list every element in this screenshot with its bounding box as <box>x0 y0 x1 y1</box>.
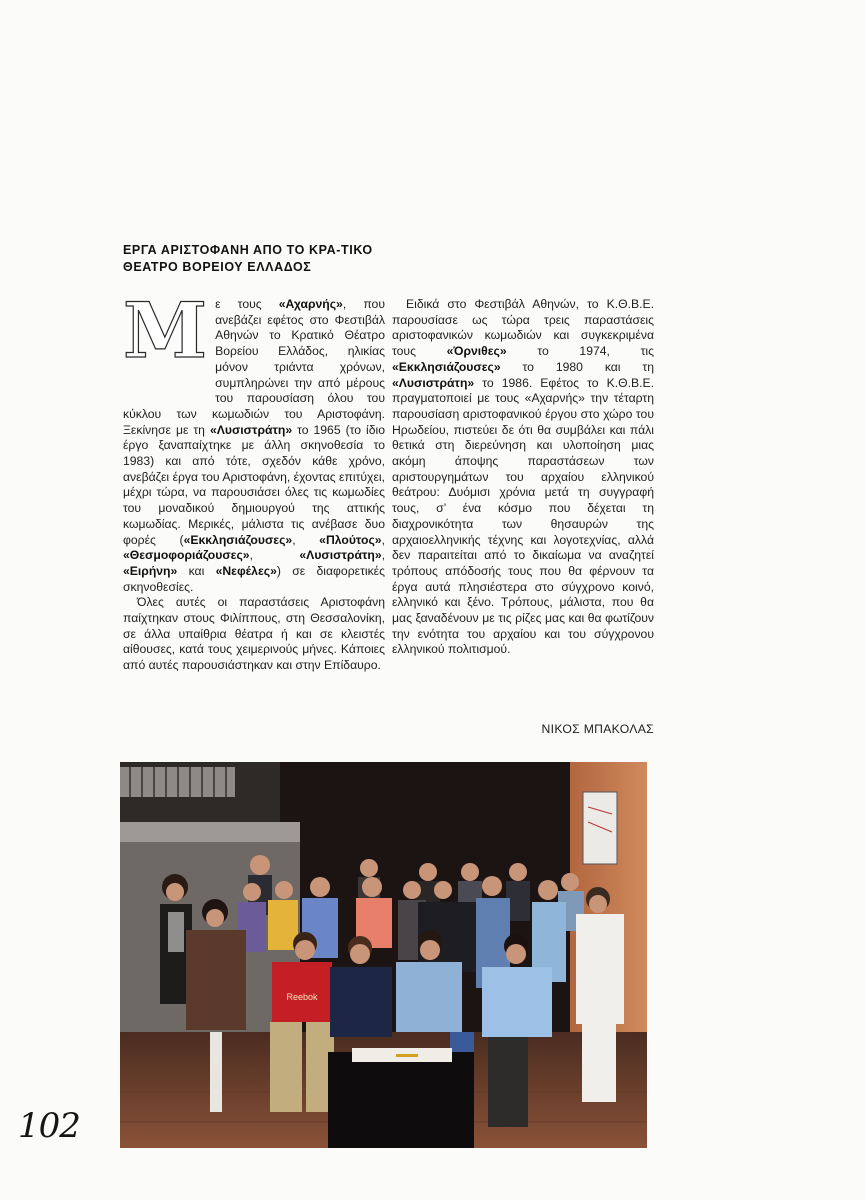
paragraph-1 <box>123 286 385 595</box>
bold-title: «Πλούτος» <box>319 532 382 547</box>
text-run: το 1974, τις <box>506 344 654 359</box>
text-run: και <box>177 563 216 578</box>
bold-title: «Λυσιστράτη» <box>392 375 475 390</box>
paragraph-3 <box>392 297 654 658</box>
shirt-text: Reebok <box>286 992 318 1002</box>
text-run: το 1986. Εφέτος το Κ.Θ.Β.Ε. πραγματοποιεί με τους «Αχαρνής» την τέταρτη παρουσίαση αριστοφανικού έργου στο χώρο του Ηρωδείου, πιστεύει δε ότι θα συμβάλει και πάλι θετικά στη διερεύνηση και υλοποίηση μιας ακόμη άποψης παραστάσεων των αριστουργημάτων του αρχαίου ελληνικού θεάτρου: Δυόμισι χρόνια μετά τη συγγραφή τους, σ’ ένα κόσμο που δέχεται τη διαχρονικότητα των θησαυρών της αρχαιοελληνικής τέχνης και λογοτεχνίας, αλλά δεν παραιτείται από το δικαίωμα να αναζητεί τρόπους απόδοσής τους που θα φέρνουν τα έργα αυτά πλησιέστερα στο σύγχρονο κοινό, ελληνικό και ξένο. Τρόπους, μάλιστα, που θα μας ξαναδένουν με τις ρίζες μας και θα φωτίζουν την ενότητα του αρχαίου και του σύγχρονου ελληνικού πολιτισμού. <box>392 375 654 657</box>
bold-title: «Νεφέλες» <box>215 563 277 578</box>
bold-title: «Αχαρνής» <box>278 297 343 311</box>
text-run: το 1965 (το ίδιο έργο ξαναπαίχτηκε με άλλη σκηνοθεσία το 1983) και από τότε, σχεδόν κάθε χρόνο, ανεβάζει έργα του Αριστοφάνη, έχοντας επιτύχει, μέχρι τώρα, να παρουσιάσει όλες τις κωμωδίες του μοναδικού δημιουργού της αττικής κωμωδίας. Μερικές, μάλιστα τις ανέβασε δυο φορές ( <box>123 422 385 547</box>
drop-cap: Μ <box>123 286 208 375</box>
text-run: το 1980 και τη <box>500 359 654 374</box>
bold-title: «Λυσιστράτη» <box>299 548 382 563</box>
text-run: Ειδικά στο Φεστιβάλ Αθηνών, το Κ.Θ.Β.Ε. παρουσίασε ως τώρα τρεις παραστάσεις αριστοφανικών κωμωδιών και συγκεκριμένα τους <box>392 297 654 359</box>
bold-title: «Θεσμοφοριάζουσες» <box>123 548 250 563</box>
paragraph-2: Όλες αυτές οι παραστάσεις Αριστοφάνη παίχτηκαν στους Φιλίππους, στη Θεσσαλονίκη, σε άλλα υπαίθρια θέατρα ή και σε κλειστές αίθουσες, κατά τους χειμερινούς μήνες. Κάποιες από αυτές παρουσιάστηκαν και στην Επίδαυρο. <box>123 595 385 673</box>
bold-title: «Λυσιστράτη» <box>209 422 293 437</box>
bold-title: «Ειρήνη» <box>123 563 178 578</box>
group-photo <box>120 762 647 1148</box>
page-number: 102 <box>18 1106 80 1146</box>
right-column <box>392 297 654 658</box>
bold-title: «Εκκλησιάζουσες» <box>183 532 293 547</box>
text-run: , <box>381 532 385 547</box>
group-photo-image <box>120 762 647 1148</box>
text-run: , <box>249 548 300 563</box>
author-signature: ΝΙΚΟΣ ΜΠΑΚΟΛΑΣ <box>541 722 654 736</box>
bold-title: «Όρνιθες» <box>446 344 507 359</box>
left-column <box>123 286 385 674</box>
bold-title: «Εκκλησιάζουσες» <box>392 359 501 374</box>
text-run: , που ανεβάζει εφέτος στο Φεστιβάλ Αθηνών το Κρατικό Θέατρο Βορείου Ελλάδος, ηλικίας μόνον τριάντα χρόνων, συμπληρώνει την από μέρους του παρουσίαση όλου του κύκλου των κωμωδιών του Αριστοφάνη. Ξεκίνησε με τη <box>123 297 385 437</box>
text-run: ε τους <box>215 297 279 311</box>
article-heading: ΕΡΓΑ ΑΡΙΣΤΟΦΑΝΗ ΑΠΟ ΤΟ ΚΡΑ-ΤΙΚΟ ΘΕΑΤΡΟ ΒΟΡΕΙΟΥ ΕΛΛΑΔΟΣ <box>123 243 373 274</box>
text-run: , <box>292 532 320 547</box>
text-run: ) σε διαφορετικές σκηνοθεσίες. <box>123 563 385 594</box>
text-run: , <box>381 548 385 563</box>
